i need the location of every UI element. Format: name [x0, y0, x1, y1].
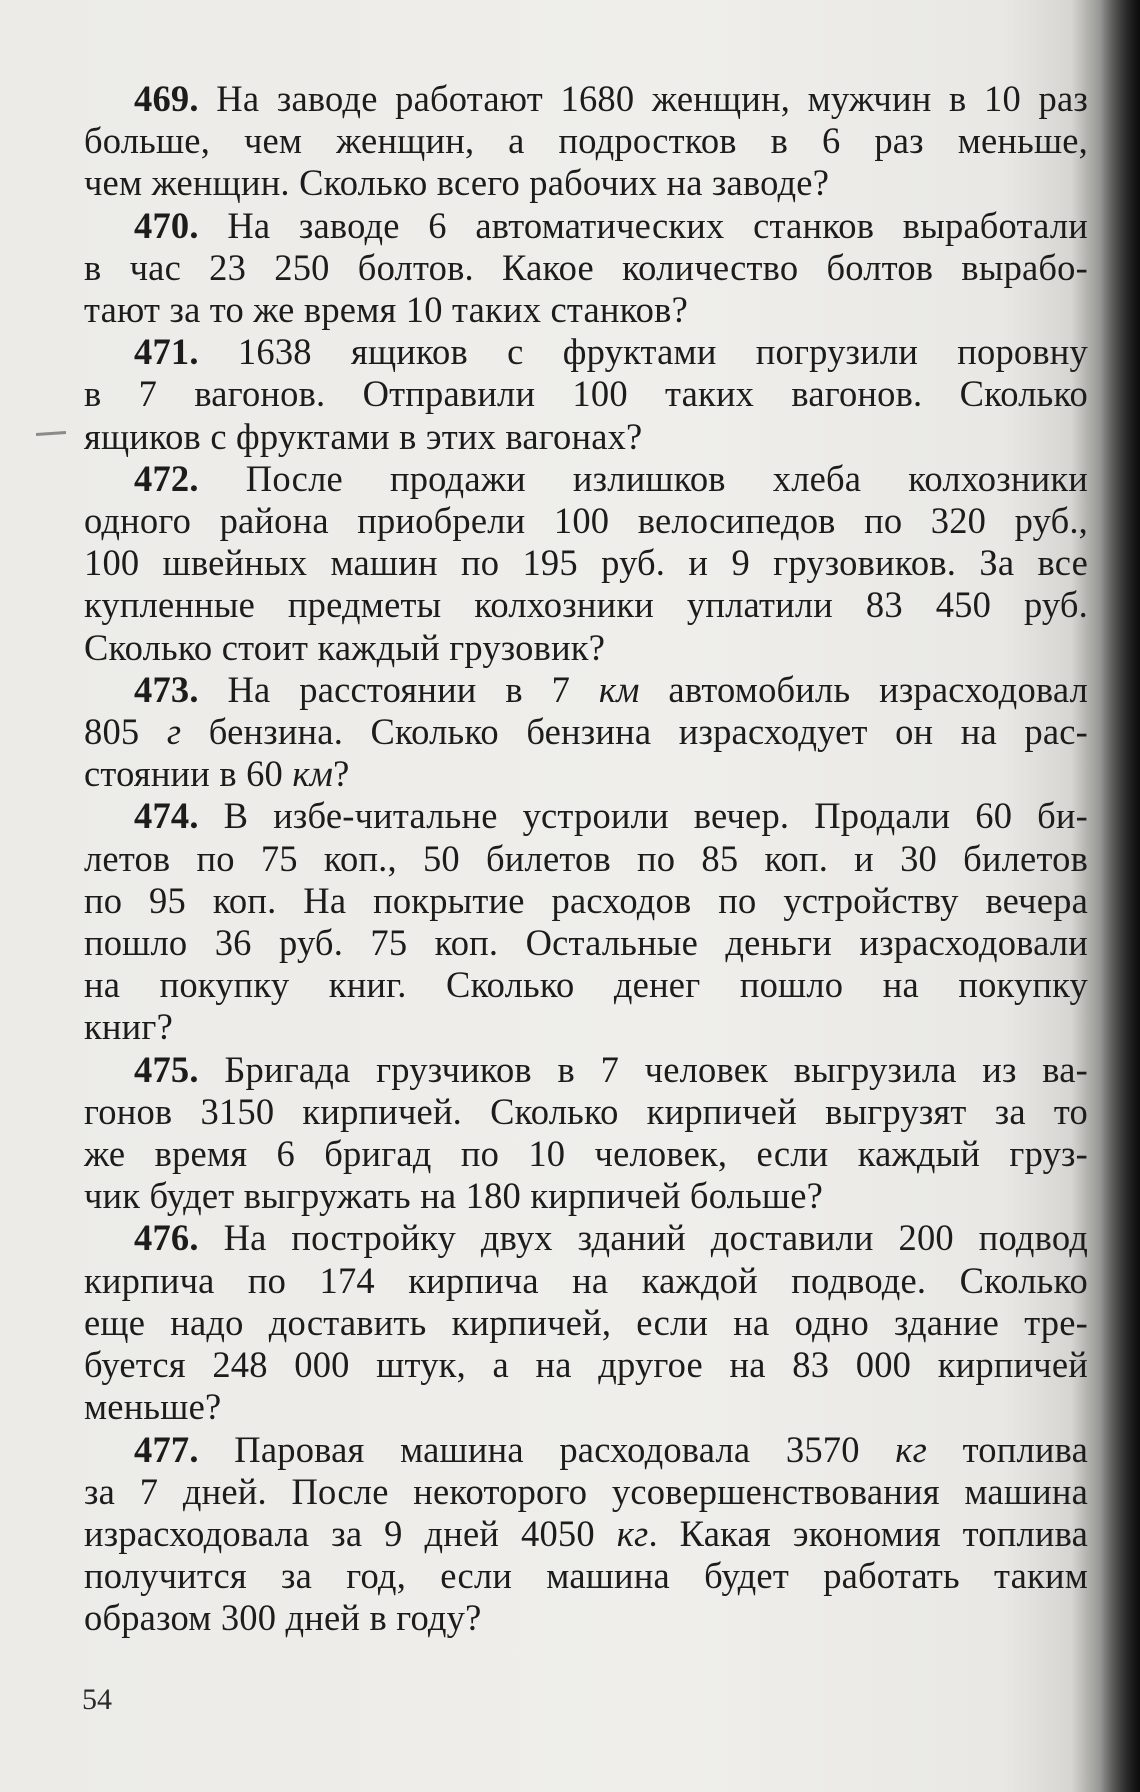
problem-line	[84, 1386, 1088, 1428]
problem-line	[84, 162, 1088, 204]
line-text: же время 6 бригад по 10 человек, если каждый груз-	[84, 1133, 1088, 1175]
line-text: стоянии в 60	[84, 753, 293, 795]
line-text: чик будет выгружать на 180 кирпичей больше?	[84, 1175, 824, 1217]
line-text: 805	[84, 711, 167, 753]
line-text: больше, чем женщин, а подростков в 6 раз меньше,	[84, 120, 1088, 162]
binding-shadow	[1100, 0, 1140, 1792]
line-text: бензина. Сколько бензина израсходует он на рас-	[181, 711, 1088, 753]
line-text: книг?	[84, 1006, 173, 1048]
line-text: После продажи излишков хлеба колхозники	[245, 457, 1088, 499]
problem-475	[84, 1049, 1088, 1218]
problem-line	[84, 373, 1088, 415]
line-text: образом 300 дней в году?	[84, 1597, 482, 1639]
line-text: меньше?	[84, 1386, 222, 1428]
unit-text: км	[292, 753, 334, 795]
problem-number: 472.	[134, 457, 199, 499]
problem-line	[84, 1006, 1088, 1048]
unit-text: км	[598, 668, 640, 710]
problem-477	[84, 1429, 1088, 1640]
problem-line	[84, 1260, 1088, 1302]
line-text: топлива	[927, 1428, 1088, 1470]
line-text: В избе-читальне устроили вечер. Продали 60 би-	[223, 795, 1088, 837]
problem-line	[84, 416, 1088, 458]
problem-line	[84, 880, 1088, 922]
problem-number: 476.	[134, 1217, 199, 1259]
problem-line	[84, 1091, 1088, 1133]
line-text: Сколько стоит каждый грузовик?	[84, 626, 606, 668]
problem-number: 471.	[134, 331, 199, 373]
problem-line	[84, 1597, 1088, 1639]
problem-line	[84, 458, 1088, 500]
line-text: купленные предметы колхозники уплатили 83 450 руб.	[84, 584, 1088, 626]
problem-line	[84, 247, 1088, 289]
problem-line	[84, 627, 1088, 669]
problem-number: 470.	[134, 204, 199, 246]
line-text: ящиков с фруктами в этих вагонах?	[84, 415, 643, 457]
problem-471	[84, 331, 1088, 458]
problem-line	[84, 922, 1088, 964]
line-text: на покупку книг. Сколько денег пошло на покупку	[84, 964, 1088, 1006]
problem-line	[84, 500, 1088, 542]
problem-line	[84, 584, 1088, 626]
problem-line	[84, 1429, 1088, 1471]
line-text: по 95 коп. На покрытие расходов по устройству вечера	[84, 879, 1088, 921]
problem-line	[84, 753, 1088, 795]
problem-number: 477.	[134, 1428, 199, 1470]
page-number: 54	[82, 1683, 112, 1716]
problem-470	[84, 205, 1088, 332]
problem-line	[84, 289, 1088, 331]
problem-469	[84, 78, 1088, 205]
line-text: чем женщин. Сколько всего рабочих на заводе?	[84, 162, 830, 204]
problem-line	[84, 1175, 1088, 1217]
problem-line	[84, 205, 1088, 247]
problem-474	[84, 795, 1088, 1048]
line-text: кирпича по 174 кирпича на каждой подводе. Сколько	[84, 1259, 1088, 1301]
problem-line	[84, 1344, 1088, 1386]
problem-number: 473.	[134, 668, 199, 710]
line-text: за 7 дней. После некоторого усовершенствования машина	[84, 1470, 1088, 1512]
problem-line	[84, 1513, 1088, 1555]
line-text: На заводе работают 1680 женщин, мужчин в 10 раз	[216, 78, 1088, 119]
line-text: На постройку двух зданий доставили 200 подвод	[223, 1217, 1088, 1259]
problem-line	[84, 669, 1088, 711]
problem-number: 475.	[134, 1048, 199, 1090]
problem-line	[84, 1555, 1088, 1597]
problems-text	[84, 78, 1088, 1640]
stray-mark	[36, 431, 66, 436]
line-text: Паровая машина расходовала 3570	[234, 1428, 896, 1470]
problem-line	[84, 120, 1088, 162]
line-text: еще надо доставить кирпичей, если на одно здание тре-	[84, 1301, 1088, 1343]
line-text: 100 швейных машин по 195 руб. и 9 грузовиков. За все	[84, 542, 1088, 584]
problem-line	[84, 1217, 1088, 1259]
problem-line	[84, 542, 1088, 584]
line-text: . Какая экономия топлива	[648, 1512, 1088, 1554]
problem-line	[84, 1133, 1088, 1175]
line-text: 1638 ящиков с фруктами погрузили поровну	[237, 331, 1088, 373]
problem-number: 469.	[134, 78, 199, 119]
unit-text: кг	[895, 1428, 928, 1470]
problem-line	[84, 964, 1088, 1006]
problem-line	[84, 78, 1088, 120]
unit-text: кг	[616, 1512, 649, 1554]
problem-476	[84, 1217, 1088, 1428]
line-text: ?	[333, 753, 350, 795]
problem-number: 474.	[134, 795, 199, 837]
problem-472	[84, 458, 1088, 669]
line-text: На расстоянии в 7	[227, 668, 599, 710]
problem-line	[84, 1302, 1088, 1344]
line-text: буется 248 000 штук, а на другое на 83 000 кирпичей	[84, 1344, 1088, 1386]
problem-line	[84, 838, 1088, 880]
line-text: в 7 вагонов. Отправили 100 таких вагонов. Сколько	[84, 373, 1088, 415]
line-text: одного района приобрели 100 велосипедов по 320 руб.,	[84, 500, 1088, 542]
line-text: израсходовала за 9 дней 4050	[84, 1512, 617, 1554]
line-text: гонов 3150 кирпичей. Сколько кирпичей выгрузят за то	[84, 1090, 1088, 1132]
line-text: На заводе 6 автоматических станков выработали	[227, 204, 1088, 246]
line-text: летов по 75 коп., 50 билетов по 85 коп. и 30 билетов	[84, 837, 1088, 879]
line-text: в час 23 250 болтов. Какое количество болтов вырабо-	[84, 246, 1088, 288]
problem-line	[84, 331, 1088, 373]
line-text: тают за то же время 10 таких станков?	[84, 289, 688, 331]
problem-line	[84, 711, 1088, 753]
problem-473	[84, 669, 1088, 796]
line-text: получится за год, если машина будет работать таким	[84, 1555, 1088, 1597]
line-text: Бригада грузчиков в 7 человек выгрузила из ва-	[224, 1048, 1089, 1090]
problem-line	[84, 1471, 1088, 1513]
problem-line	[84, 795, 1088, 837]
unit-text: г	[166, 711, 182, 753]
line-text: автомобиль израсходовал	[639, 668, 1088, 710]
problem-line	[84, 1049, 1088, 1091]
line-text: пошло 36 руб. 75 коп. Остальные деньги израсходовали	[84, 922, 1088, 964]
